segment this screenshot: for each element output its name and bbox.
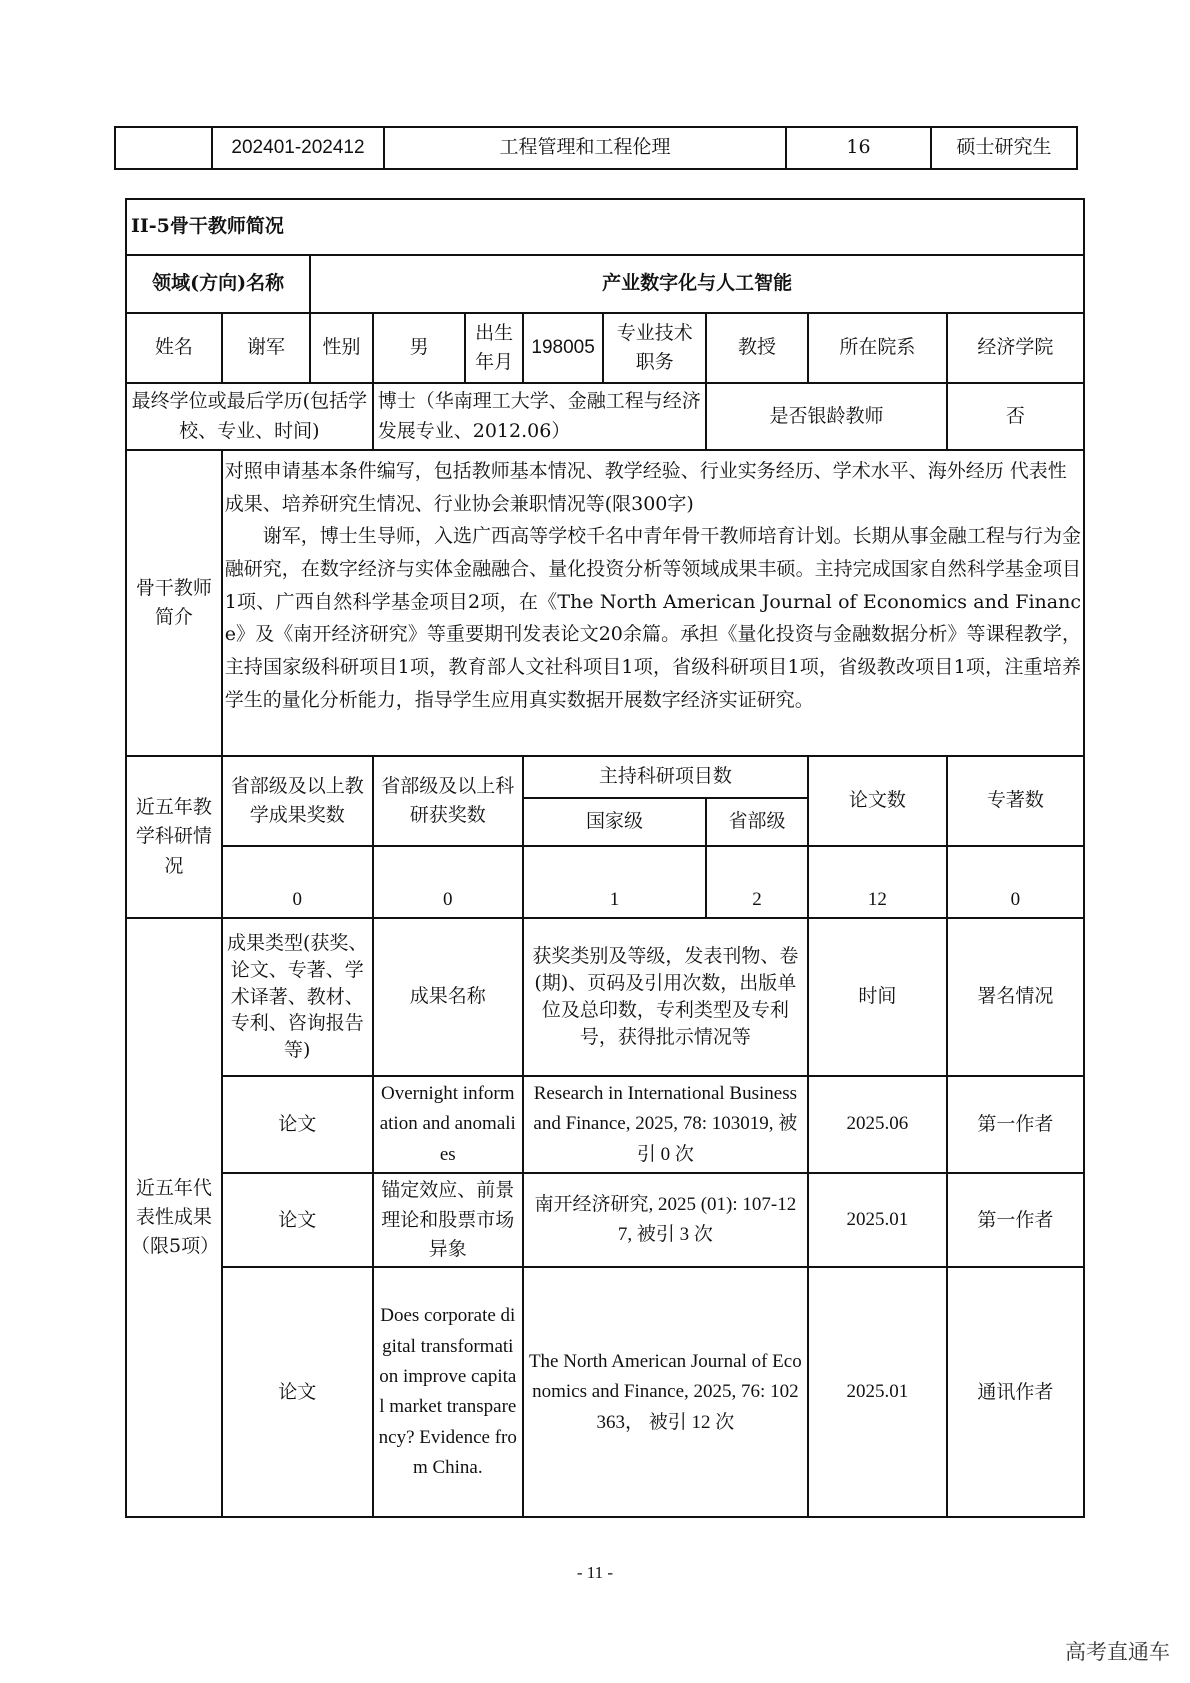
stats-teaching-award-value: 0 — [222, 846, 373, 918]
intro-cell — [222, 450, 1084, 756]
stats-research-award-header: 省部级及以上科研获奖数 — [373, 756, 523, 846]
achievements-label: 近五年代表性成果（限5项） — [126, 918, 222, 1517]
stats-national-header: 国家级 — [523, 798, 706, 846]
achievement-type: 论文 — [222, 1173, 373, 1267]
stats-header-row-1 — [126, 756, 1084, 798]
course-table-tail — [114, 126, 1078, 170]
gender-label: 性别 — [310, 313, 372, 383]
achievement-sign: 通讯作者 — [947, 1267, 1084, 1517]
birth-label: 出生年月 — [465, 313, 522, 383]
course-level: 硕士研究生 — [931, 127, 1077, 169]
achievements-header-row — [126, 918, 1084, 1076]
intro-hint: 对照申请基本条件编写，包括教师基本情况、教学经验、行业实务经历、学术水平、海外经历 代表性成果、培养研究生情况、行业协会兼职情况等(限300字) — [224, 460, 1067, 515]
name-label: 姓名 — [126, 313, 222, 383]
achievement-sign: 第一作者 — [947, 1076, 1084, 1173]
field-value: 产业数字化与人工智能 — [310, 255, 1084, 313]
stats-values-row — [126, 846, 1084, 918]
watermark-text: 高考直通车 — [1065, 1640, 1170, 1664]
achievement-type: 论文 — [222, 1076, 373, 1173]
course-row-col1 — [115, 127, 212, 169]
intro-body: 谢军，博士生导师，入选广西高等学校千名中青年骨干教师培育计划。长期从事金融工程与行为金融研究，在数字经济与实体金融融合、量化投资分析等领域成果丰硕。主持完成国家自然科学基金项目1项、广西自然科学基金项目2项，在《The North American Journal of Economics and Finance》及《南开经济研究》等重要期刊发表论文20余篇。承担《量化投资与金融数据分析》等课程教学，主持国家级科研项目1项，教育部人文社科项目1项，省级科研项目1项，省级教改项目1项，注重培养学生的量化分析能力，指导学生应用真实数据开展数字经济实证研究。 — [224, 525, 1081, 711]
achievements-time-header: 时间 — [808, 918, 947, 1076]
stats-research-award-value: 0 — [373, 846, 523, 918]
title-label: 专业技术职务 — [603, 313, 706, 383]
course-row — [115, 127, 1077, 169]
title-value: 教授 — [706, 313, 808, 383]
achievements-sign-header: 署名情况 — [947, 918, 1084, 1076]
stats-projects-header: 主持科研项目数 — [523, 756, 808, 798]
achievement-type: 论文 — [222, 1267, 373, 1517]
stats-papers-value: 12 — [808, 846, 947, 918]
name-value: 谢军 — [222, 313, 311, 383]
achievement-row — [126, 1173, 1084, 1267]
degree-label: 最终学位或最后学历(包括学校、专业、时间) — [126, 383, 373, 450]
course-name: 工程管理和工程伦理 — [384, 127, 786, 169]
dept-value: 经济学院 — [947, 313, 1084, 383]
stats-books-value: 0 — [947, 846, 1084, 918]
section-title-row — [126, 199, 1084, 255]
achievement-name: Overnight information and anomalies — [373, 1076, 523, 1173]
achievements-name-header: 成果名称 — [373, 918, 523, 1076]
section-title: II-5骨干教师简况 — [126, 199, 1084, 255]
stats-provincial-value: 2 — [706, 846, 808, 918]
dept-label: 所在院系 — [808, 313, 947, 383]
stats-papers-header: 论文数 — [808, 756, 947, 846]
course-period: 202401-202412 — [212, 127, 384, 169]
stats-label: 近五年教学科研情况 — [126, 756, 222, 918]
achievement-row — [126, 1267, 1084, 1517]
stats-teaching-award-header: 省部级及以上教学成果奖数 — [222, 756, 373, 846]
stats-provincial-header: 省部级 — [706, 798, 808, 846]
key-teacher-table — [125, 198, 1085, 1518]
stats-books-header: 专著数 — [947, 756, 1084, 846]
achievement-detail: Research in International Business and Finance, 2025, 78: 103019, 被引 0 次 — [523, 1076, 808, 1173]
gender-value: 男 — [373, 313, 466, 383]
birth-value: 198005 — [523, 313, 604, 383]
course-hours: 16 — [786, 127, 931, 169]
degree-value: 博士（华南理工大学、金融工程与经济发展专业、2012.06） — [373, 383, 706, 450]
achievement-name: Does corporate digital transformation improve capital market transparency? Evidence from China. — [373, 1267, 523, 1517]
achievement-time: 2025.01 — [808, 1173, 947, 1267]
achievement-time: 2025.01 — [808, 1267, 947, 1517]
person-row — [126, 313, 1084, 383]
achievement-row — [126, 1076, 1084, 1173]
degree-row — [126, 383, 1084, 450]
field-label: 领域(方向)名称 — [126, 255, 310, 313]
intro-row — [126, 450, 1084, 756]
silver-label: 是否银龄教师 — [706, 383, 947, 450]
achievement-sign: 第一作者 — [947, 1173, 1084, 1267]
stats-national-value: 1 — [523, 846, 706, 918]
achievement-name: 锚定效应、前景理论和股票市场异象 — [373, 1173, 523, 1267]
intro-label: 骨干教师简介 — [126, 450, 222, 756]
achievement-detail: 南开经济研究, 2025 (01): 107-127, 被引 3 次 — [523, 1173, 808, 1267]
field-row — [126, 255, 1084, 313]
achievements-type-header: 成果类型(获奖、论文、专著、学术译著、教材、专利、咨询报告等) — [222, 918, 373, 1076]
page-number: - 11 - — [576, 1563, 614, 1582]
silver-value: 否 — [947, 383, 1084, 450]
achievements-detail-header: 获奖类别及等级，发表刊物、卷(期)、页码及引用次数，出版单位及总印数，专利类型及专利号，获得批示情况等 — [523, 918, 808, 1076]
achievement-detail: The North American Journal of Economics and Finance, 2025, 76: 102363， 被引 12 次 — [523, 1267, 808, 1517]
achievement-time: 2025.06 — [808, 1076, 947, 1173]
